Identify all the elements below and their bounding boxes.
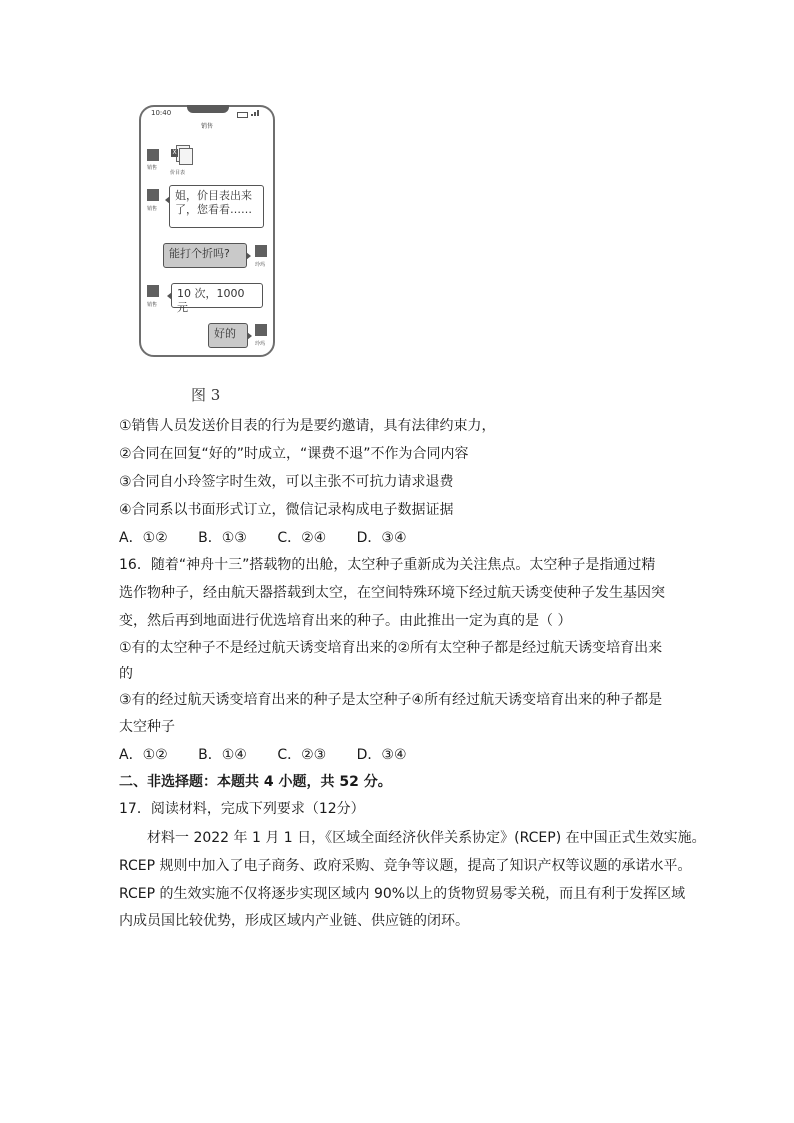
q16-statement-3-cont: 太空种子 — [119, 719, 175, 735]
chat-bubble-price — [171, 283, 263, 314]
sales-avatar — [147, 189, 159, 201]
q17-material-3: RCEP 的生效实施不仅将逐步实现区域内 90%以上的货物贸易零关税，而且有利于发挥区域 — [119, 886, 686, 902]
q16-option-b[interactable]: B．①④ — [198, 747, 247, 763]
q16-statement-1: ①有的太空种子不是经过航天诱变培育出来的②所有太空种子都是经过航天诱变培育出来 — [119, 640, 663, 656]
q16-option-c[interactable]: C．②③ — [277, 747, 327, 763]
q16-statement-3: ③有的经过航天诱变培育出来的种子是太空种子④所有经过航天诱变培育出来的种子都是 — [119, 692, 663, 708]
excel-icon: X — [172, 149, 177, 156]
q15-option-a[interactable]: A．①② — [119, 530, 168, 546]
q17-material-4: 内成员国比较优势，形成区域内产业链、供应链的闭环。 — [119, 913, 469, 929]
q16-statement-1-cont: 的 — [119, 666, 133, 682]
sales-avatar-label: 销售 — [147, 302, 158, 308]
q15-statement-4: ④合同系以书面形式订立，微信记录构成电子数据证据 — [119, 502, 454, 518]
chat-bubble-price-list — [169, 185, 264, 228]
sales-avatar-label: 销售 — [147, 165, 158, 171]
signal-icon — [251, 110, 259, 116]
customer-avatar — [255, 324, 267, 336]
spreadsheet-file-icon — [171, 145, 191, 165]
q16-text-2: 选作物种子，经由航天器搭载到太空，在空间特殊环境下经过航天诱变使种子发生基因突 — [119, 585, 665, 601]
bubble-text: 姐，价目表出来 — [175, 189, 252, 202]
q15-options — [119, 529, 433, 547]
bubble-text: 能打个折吗? — [169, 247, 230, 260]
phone-notch — [187, 105, 229, 113]
section-2-heading: 二、非选择题：本题共 4 小题，共 52 分。 — [119, 774, 392, 790]
file-label: 价目表 — [170, 170, 186, 176]
q15-option-c[interactable]: C．②④ — [277, 530, 327, 546]
q16-text-3: 变，然后再到地面进行优选培育出来的种子。由此推出一定为真的是（ ） — [119, 613, 572, 629]
bubble-text: 10 次，1000 元 — [177, 287, 245, 314]
q16-option-a[interactable]: A．①② — [119, 747, 168, 763]
battery-icon — [237, 112, 248, 118]
q15-statement-3: ③合同自小玲签字时生效，可以主张不可抗力请求退费 — [119, 474, 454, 490]
chat-header: 销售 — [200, 123, 213, 130]
q17-title: 17．阅读材料，完成下列要求（12分） — [119, 801, 365, 817]
q15-statement-1: ①销售人员发送价目表的行为是要约邀请，具有法律约束力， — [119, 418, 496, 434]
sales-avatar — [147, 149, 159, 161]
q15-option-d[interactable]: D．③④ — [356, 530, 407, 546]
sales-avatar — [147, 285, 159, 297]
customer-avatar — [255, 245, 267, 257]
bubble-text: 了，您看看…… — [175, 203, 252, 216]
chat-bubble-ok — [208, 323, 248, 348]
q16-text-1: 16．随着“神舟十三”搭载物的出舱，太空种子重新成为关注焦点。太空种子是指通过精 — [119, 557, 656, 573]
chat-bubble-discount — [163, 243, 247, 268]
phone-time: 10:40 — [151, 109, 172, 117]
customer-avatar-label: 玲玛 — [255, 341, 266, 347]
customer-avatar-label: 玲玛 — [255, 262, 266, 268]
bubble-text: 好的 — [214, 327, 236, 340]
q17-material-2: RCEP 规则中加入了电子商务、政府采购、竞争等议题，提高了知识产权等议题的承诺水平。 — [119, 858, 692, 874]
figure-caption: 图 3 — [191, 386, 221, 404]
sales-avatar-label: 销售 — [147, 206, 158, 212]
q16-option-d[interactable]: D．③④ — [356, 747, 407, 763]
q16-options — [119, 746, 433, 764]
q15-statement-2: ②合同在回复“好的”时成立，“课费不退”不作为合同内容 — [119, 446, 469, 462]
q17-material-1: 材料一 2022 年 1 月 1 日，《区域全面经济伙伴关系协定》(RCEP) 在中国正式生效实施。 — [147, 830, 706, 846]
q15-option-b[interactable]: B．①③ — [198, 530, 247, 546]
phone-illustration — [139, 105, 275, 357]
